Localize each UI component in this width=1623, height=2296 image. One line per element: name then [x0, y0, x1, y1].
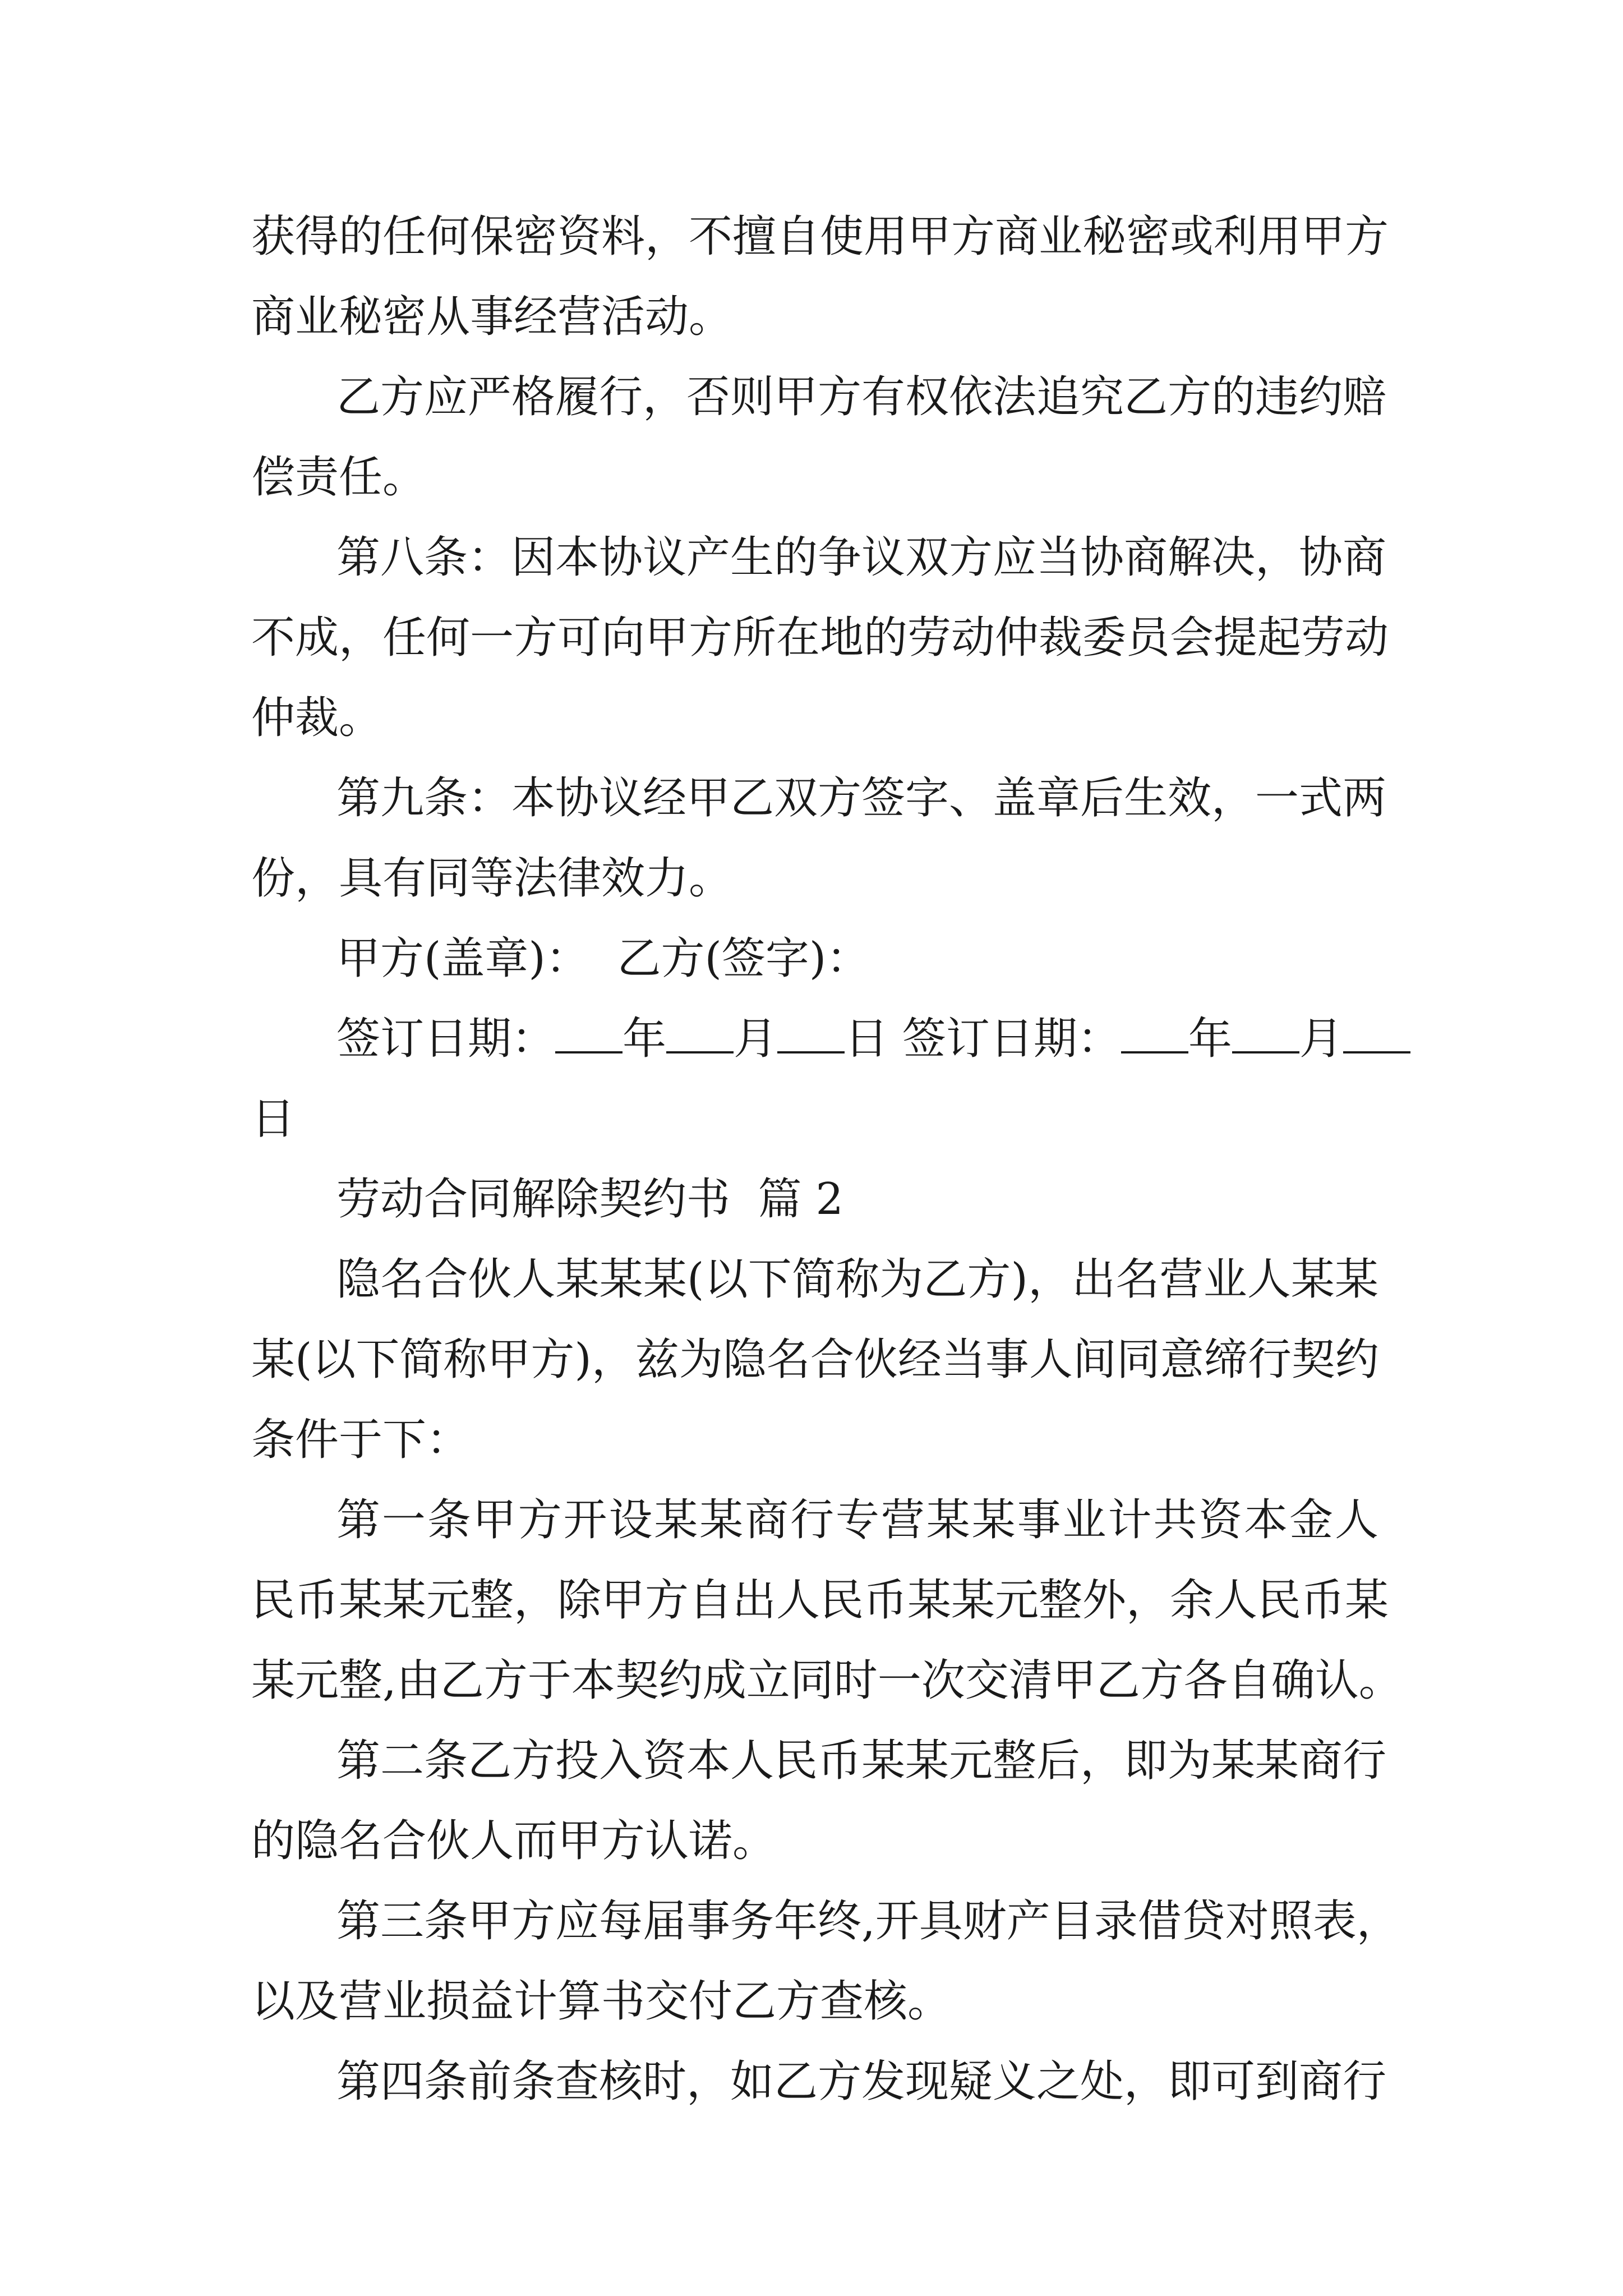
- blank-field: [1232, 1016, 1299, 1053]
- year-label: 年: [1188, 1014, 1232, 1064]
- party-signature-line: 甲方(盖章)： 乙方(签字)：: [336, 933, 870, 984]
- article-3-line: 第三条甲方应每届事务年终,开具财产目录借贷对照表，: [336, 1896, 1400, 1947]
- blank-field: [777, 1016, 845, 1053]
- blank-field: [555, 1016, 623, 1053]
- article-9-line: 第九条：本协议经甲乙双方签字、盖章后生效，一式两: [336, 773, 1387, 823]
- signing-date-label-a: 签订日期：: [336, 1014, 556, 1064]
- signing-date-label-b: 签订日期：: [902, 1014, 1121, 1064]
- blank-field: [1121, 1016, 1188, 1053]
- paragraph-line: 隐名合伙人某某某(以下简称为乙方)，出名营业人某某: [336, 1254, 1378, 1305]
- paragraph-line: 乙方应严格履行，否则甲方有权依法追究乙方的违约赔: [336, 372, 1387, 422]
- article-1-line: 民币某某元整，除甲方自出人民币某某元整外，余人民币某: [251, 1575, 1389, 1626]
- month-label: 月: [734, 1014, 778, 1064]
- article-8-line: 第八条：因本协议产生的争议双方应当协商解决，协商: [336, 532, 1387, 583]
- article-9-line: 份，具有同等法律效力。: [251, 853, 733, 904]
- paragraph-line: 条件于下：: [251, 1415, 471, 1465]
- article-8-line: 仲裁。: [251, 693, 383, 743]
- blank-field: [1343, 1016, 1410, 1053]
- paragraph-line: 某(以下简称甲方)，兹为隐名合伙经当事人间同意缔行契约: [251, 1335, 1379, 1385]
- signing-date-line: [336, 1011, 1378, 1067]
- article-4-line: 第四条前条查核时，如乙方发现疑义之处，即可到商行: [336, 2056, 1387, 2107]
- article-3-line: 以及营业损益计算书交付乙方查核。: [251, 1976, 952, 2027]
- day-label: 日: [845, 1014, 889, 1064]
- article-8-line: 不成，任何一方可向甲方所在地的劳动仲裁委员会提起劳动: [251, 613, 1389, 663]
- article-2-line: 第二条乙方投入资本人民币某某元整后，即为某某商行: [336, 1736, 1387, 1786]
- paragraph-line: 获得的任何保密资料，不擅自使用甲方商业秘密或利用甲方: [251, 211, 1389, 262]
- year-label: 年: [623, 1014, 667, 1064]
- month-label: 月: [1299, 1014, 1343, 1064]
- paragraph-line: 偿责任。: [251, 452, 427, 503]
- signing-date-line-wrap: 日: [251, 1094, 296, 1144]
- blank-field: [666, 1016, 734, 1053]
- article-1-line: 第一条甲方开设某某商行专营某某事业计共资本金人: [336, 1495, 1378, 1545]
- article-1-line: 某元整,由乙方于本契约成立同时一次交清甲乙方各自确认。: [251, 1655, 1403, 1706]
- article-2-line: 的隐名合伙人而甲方认诺。: [251, 1816, 777, 1866]
- section-heading: 劳动合同解除契约书 篇 2: [336, 1174, 844, 1225]
- paragraph-line: 商业秘密从事经营活动。: [251, 292, 733, 342]
